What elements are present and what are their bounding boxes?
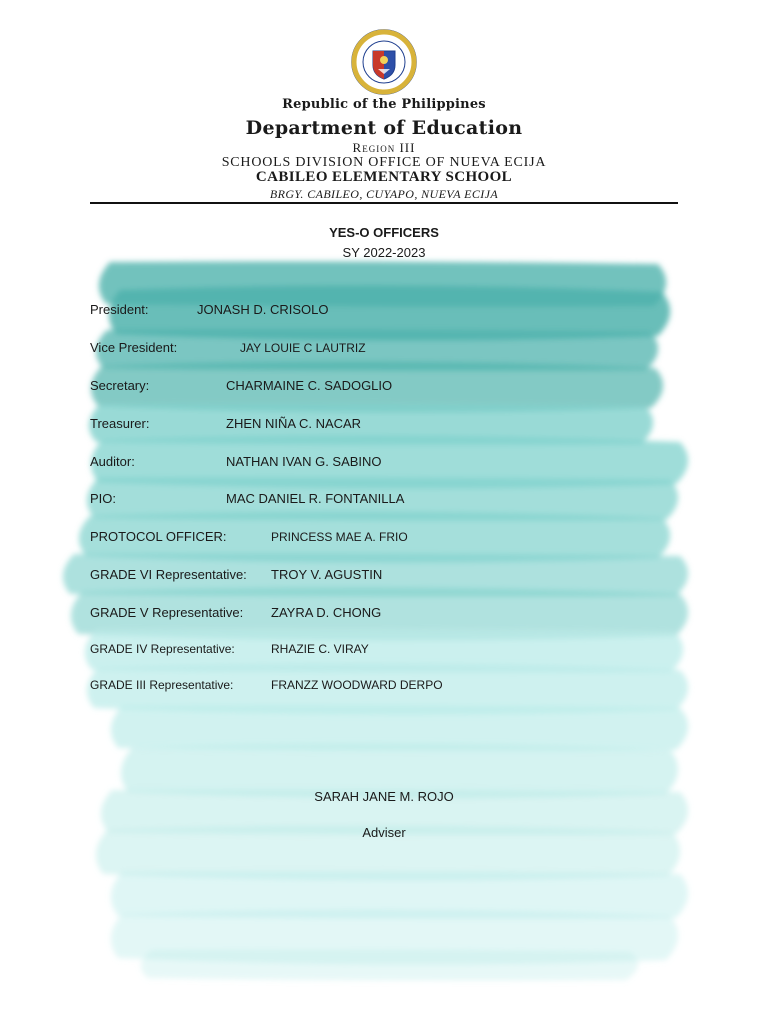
region-heading: Region III: [352, 140, 416, 155]
officer-name: NATHAN IVAN G. SABINO: [226, 454, 382, 469]
officer-role: Treasurer:: [90, 416, 150, 431]
officer-role: GRADE IV Representative:: [90, 642, 235, 656]
officer-role: PIO:: [90, 491, 117, 506]
officer-name: ZAYRA D. CHONG: [271, 605, 382, 620]
officer-name: FRANZZ WOODWARD DERPO: [271, 678, 443, 692]
officer-name: MAC DANIEL R. FONTANILLA: [226, 491, 405, 506]
school-year: SY 2022-2023: [342, 245, 426, 260]
officer-name: JONASH D. CRISOLO: [197, 302, 329, 317]
division-heading: SCHOOLS DIVISION OFFICE OF NUEVA ECIJA: [221, 155, 547, 170]
adviser-name: SARAH JANE M. ROJO: [314, 789, 454, 804]
officer-role: President:: [90, 302, 149, 317]
document-title: YES-O OFFICERS: [329, 225, 439, 240]
adviser-title: Adviser: [362, 825, 406, 840]
officer-role: GRADE V Representative:: [90, 605, 244, 620]
officer-role: GRADE III Representative:: [90, 678, 234, 692]
school-name: CABILEO ELEMENTARY SCHOOL: [255, 169, 513, 185]
officer-role: Auditor:: [90, 454, 135, 469]
officer-name: PRINCESS MAE A. FRIO: [271, 530, 408, 544]
officer-role: Secretary:: [90, 378, 150, 393]
officer-name: CHARMAINE C. SADOGLIO: [226, 378, 393, 393]
header-divider: [90, 202, 678, 204]
republic-heading: Republic of the Philippines: [282, 97, 486, 112]
officer-name: RHAZIE C. VIRAY: [271, 642, 369, 656]
department-heading: Department of Education: [245, 117, 523, 139]
school-address: BRGY. CABILEO, CUYAPO, NUEVA ECIJA: [269, 187, 499, 201]
deped-seal-icon: [351, 29, 417, 95]
watercolor-stroke: [141, 949, 638, 980]
officer-role: Vice President:: [90, 340, 178, 355]
officer-name: ZHEN NIÑA C. NACAR: [226, 416, 362, 431]
officer-name: JAY LOUIE C LAUTRIZ: [240, 341, 366, 355]
officer-role: PROTOCOL OFFICER:: [90, 529, 227, 544]
officer-role: GRADE VI Representative:: [90, 567, 247, 582]
officer-name: TROY V. AGUSTIN: [271, 567, 383, 582]
